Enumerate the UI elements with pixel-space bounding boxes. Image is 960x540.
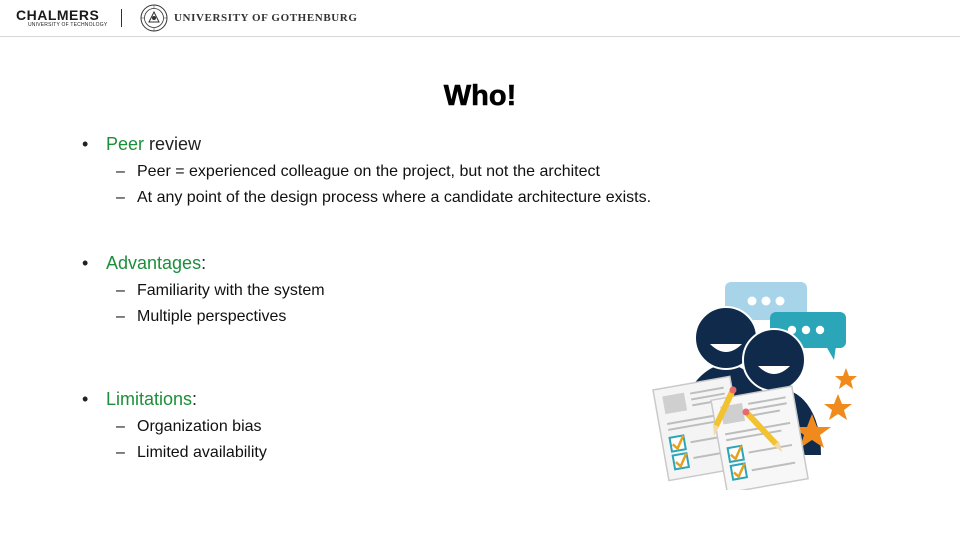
bullet-advantages: [82, 253, 206, 274]
bullet-text: review: [144, 134, 202, 154]
bullet-text: :: [201, 253, 207, 273]
bullet-highlight: Peer: [106, 134, 145, 154]
gu-logo-name: UNIVERSITY OF GOTHENBURG: [174, 12, 358, 24]
chalmers-logo-subtitle: UNIVERSITY OF TECHNOLOGY: [28, 22, 108, 28]
logo-separator: [121, 9, 122, 27]
bullet-dot: •: [82, 134, 89, 154]
sub-bullet-text: Organization bias: [137, 418, 262, 435]
sub-bullet: – Multiple perspectives: [116, 308, 287, 325]
bullet-dot: •: [82, 253, 89, 273]
chalmers-logo: [16, 8, 107, 28]
sub-bullet: – Organization bias: [116, 418, 262, 435]
bullet-highlight: Limitations: [106, 389, 193, 409]
bullet-text: :: [192, 389, 198, 409]
sub-bullet-text: Multiple perspectives: [137, 308, 287, 325]
sub-bullet: – Peer = experienced colleague on the project, but not the architect: [116, 163, 600, 180]
sub-bullet-text: Familiarity with the system: [137, 282, 325, 299]
gu-seal-icon: [140, 4, 168, 32]
slide-header: [0, 0, 960, 37]
sub-bullet: – Familiarity with the system: [116, 282, 325, 299]
sub-bullet: – At any point of the design process where a candidate architecture exists.: [116, 189, 652, 206]
bullet-dot: •: [82, 389, 89, 409]
sub-bullet-text: Peer = experienced colleague on the project, but not the architect: [137, 163, 600, 180]
bullet-highlight: Advantages: [106, 253, 202, 273]
chalmers-logo-name: CHALMERS: [16, 7, 100, 23]
bullet-peer-review: [82, 134, 201, 155]
slide-title: Who!: [443, 80, 517, 112]
sub-bullet-text: Limited availability: [137, 444, 267, 461]
bullet-limitations: [82, 389, 197, 410]
sub-bullet-text: At any point of the design process where a candidate architecture exists.: [137, 189, 652, 206]
peer-review-illustration: [652, 276, 862, 490]
sub-bullet: – Limited availability: [116, 444, 267, 461]
